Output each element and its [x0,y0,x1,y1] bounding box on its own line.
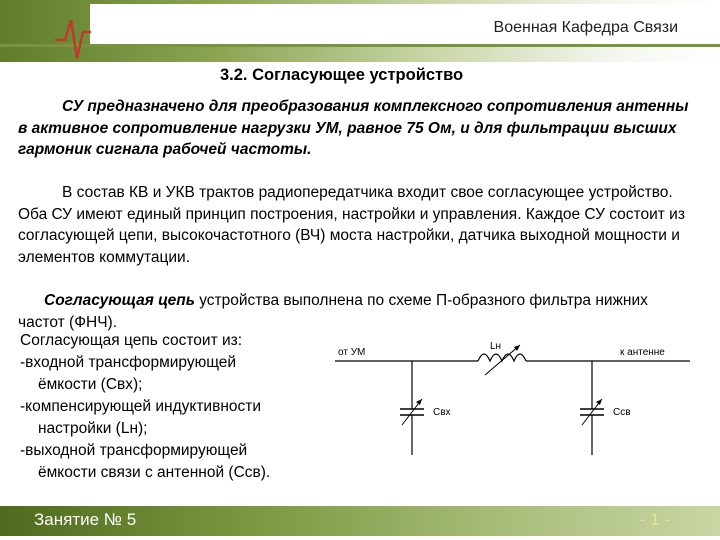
header-title: Военная Кафедра Связи [493,19,678,36]
input-capacitor-label: Свх [433,407,451,418]
list-item: ёмкости связи с антенной (Ссв). [38,464,271,481]
footer-bar [0,506,720,536]
header-divider [0,44,720,47]
list-item: -выходной трансформирующей [20,442,248,459]
matching-circuit-term: Согласующая цепь [44,292,195,309]
signal-wave-icon [55,12,91,60]
inductor-label: Lн [490,341,502,352]
page-number: - 1 - [639,510,670,529]
list-item: ёмкости (Свх); [38,376,143,393]
paragraph-composition: В состав КВ и УКВ трактов радиопередатчика входит свое согласующее устройство. Оба СУ имеют единый принцип построения, настройки и управления. Каждое СУ состоит из согласующей цепи, высокочастотного (ВЧ) моста настройки, датчика выходной мощности и элементов коммутации. [18,184,685,266]
list-intro: Согласующая цепь состоит из: [20,332,243,349]
paragraph-purpose: СУ предназначено для преобразования комплексного сопротивления антенны в активное сопротивление нагрузки УМ, равное 75 Ом, и для фильтрации высших гармоник сигнала рабочей частоты. [18,98,689,159]
output-label: к антенне [620,347,665,358]
output-capacitor-label: Ссв [613,407,631,418]
list-item: -компенсирующей индуктивности [20,398,262,415]
lesson-number: Занятие № 5 [34,510,137,529]
list-item: настройки (Lн); [38,420,148,437]
section-title: 3.2. Согласующее устройство [220,66,464,84]
component-list [20,330,340,484]
input-label: от УМ [338,347,366,358]
circuit-diagram [330,325,710,475]
matching-circuit-description: устройства выполнена по схеме П-образного фильтра нижних частот (ФНЧ). [18,292,648,331]
list-item: -входной трансформирующей [20,354,237,371]
